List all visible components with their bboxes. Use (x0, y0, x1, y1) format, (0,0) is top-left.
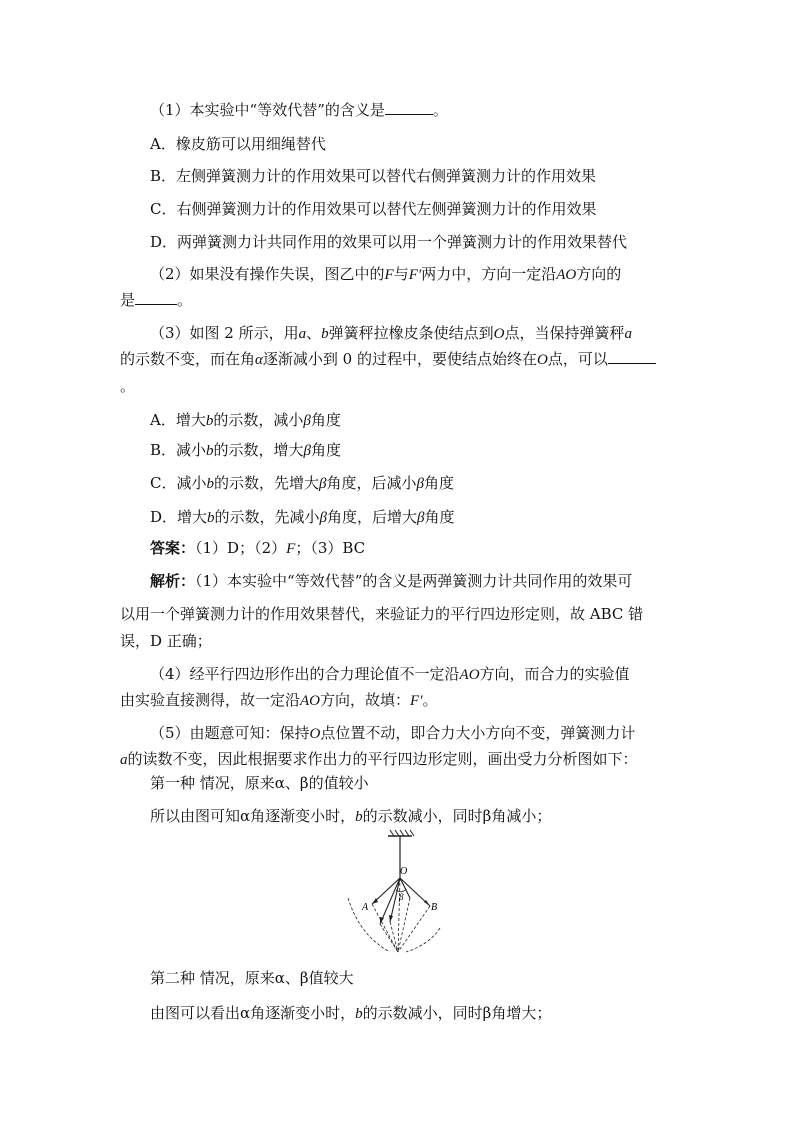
q1-option-d: D．两弹簧测力计共同作用的效果可以用一个弹簧测力计的作用效果替代 (150, 233, 628, 251)
q2-line2: 是 。 (120, 291, 193, 309)
q1-option-b: B．左侧弹簧测力计的作用效果可以替代右侧弹簧测力计的作用效果 (150, 167, 597, 185)
answer-label: 答案： (150, 539, 196, 557)
answer-line: 答案：（1）D；（2）F；（3）BC (150, 539, 366, 557)
analysis-line5: 由实验直接测得，故一定沿AO方向，故填：F′。 (120, 691, 438, 709)
label-o: O (400, 866, 408, 877)
q2-line1: （2）如果没有操作失误，图乙中的F与F′两力中，方向一定沿AO方向的 (150, 265, 622, 283)
q3-line1: （3）如图 2 所示，用a、b弹簧秤拉橡皮条使结点到O点，当保持弹簧秤a (150, 324, 633, 342)
analysis-line7: a的读数不变，因此根据要求作出力的平行四边形定则，画出受力分析图如下： (120, 750, 638, 768)
case2-text: 由图可以看出α角逐渐变小时，b的示数减小，同时β角增大； (150, 1004, 552, 1022)
q3-option-b: B．减小b的示数，增大β角度 (150, 441, 342, 459)
case1-heading: 第一种 情况，原来α、β的值较小 (150, 774, 369, 792)
analysis-line6: （5）由题意可知：保持O点位置不动，即合力大小方向不变，弹簧测力计 (150, 724, 636, 742)
analysis-label: 解析： (150, 572, 196, 590)
force-diagram (340, 828, 460, 960)
analysis-line3: 误，D 正确； (120, 632, 212, 650)
answer-blank (135, 290, 177, 305)
q3-option-d: D．增大b的示数，先减小β角度，后增大β角度 (150, 508, 455, 526)
q1-stem: （1）本实验中“等效代替”的含义是 。 (150, 101, 448, 119)
analysis-line1: 解析：（1）本实验中“等效代替”的含义是两弹簧测力计共同作用的效果可 (150, 572, 633, 590)
q1-option-a: A．橡皮筋可以用细绳替代 (150, 135, 326, 153)
analysis-line4: （4）经平行四边形作出的合力理论值不一定沿AO方向，而合力的实验值 (150, 665, 630, 683)
q1-option-c: C．右侧弹簧测力计的作用效果可以替代左侧弹簧测力计的作用效果 (150, 200, 597, 218)
answer-blank (385, 100, 433, 115)
answer-blank (608, 349, 656, 364)
ceiling-mount (388, 830, 414, 836)
q3-option-c: C．减小b的示数，先增大β角度，后减小β角度 (150, 474, 454, 492)
parallelogram-dashes (348, 878, 440, 952)
q3-line3: 。 (120, 377, 136, 395)
label-b: B (431, 902, 438, 913)
case2-heading: 第二种 情况，原来α、β值较大 (150, 969, 354, 987)
q3-line2: 的示数不变，而在角α逐渐减小到 0 的过程中，要使结点始终在O点，可以 (120, 349, 656, 370)
label-a: A (362, 902, 369, 913)
case1-text: 所以由图可知α角逐渐变小时，b的示数减小，同时β角减小； (150, 807, 552, 825)
label-beta: β (399, 892, 404, 902)
analysis-line2: 以用一个弹簧测力计的作用效果替代，来验证力的平行四边形定则，故 ABC 错 (120, 605, 644, 623)
q3-option-a: A．增大b的示数，减小β角度 (150, 411, 341, 429)
